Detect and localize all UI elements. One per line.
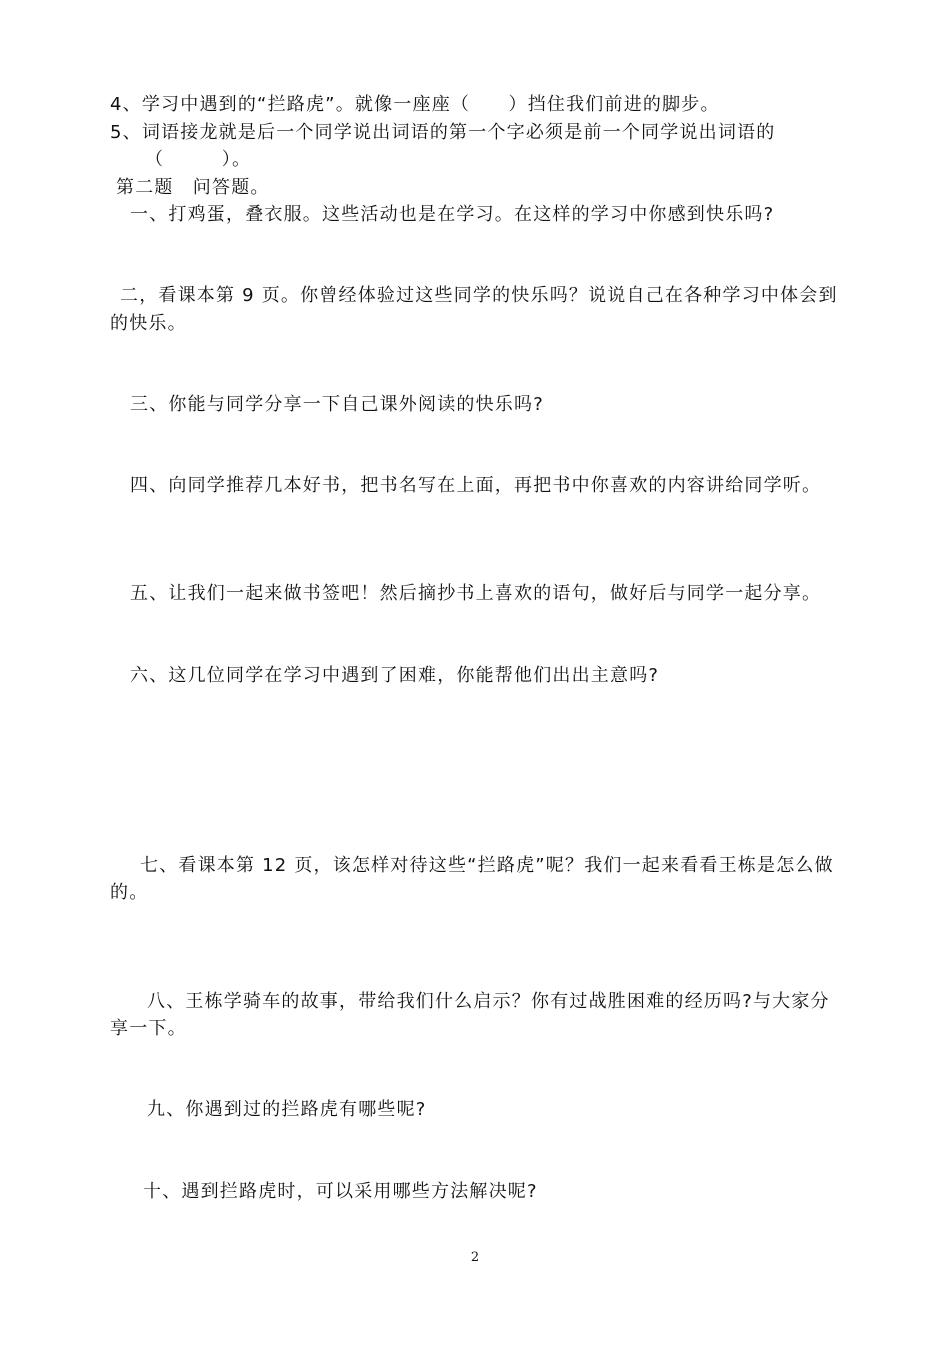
question-7-line-2: 的。 (110, 882, 149, 903)
question-5: 五、让我们一起来做书签吧！然后摘抄书上喜欢的语句，做好后与同学一起分享。 (130, 583, 822, 604)
question-10: 十、遇到拦路虎时，可以采用哪些方法解决呢? (143, 1181, 538, 1202)
question-1: 一、打鸡蛋，叠衣服。这些活动也是在学习。在这样的学习中你感到快乐吗? (130, 204, 775, 225)
section-2-title: 第二题 问答题。 (116, 177, 270, 198)
question-6: 六、这几位同学在学习中遇到了困难，你能帮他们出出主意吗? (130, 665, 660, 686)
question-8-line-1: 八、王栋学骑车的故事，带给我们什么启示？你有过战胜困难的经历吗?与大家分 (147, 991, 830, 1012)
question-2-line-1: 二，看课本第 9 页。你曾经体验过这些同学的快乐吗？说说自己在各种学习中体会到 (120, 285, 838, 306)
question-3: 三、你能与同学分享一下自己课外阅读的快乐吗? (130, 394, 544, 415)
fill-in-item-5-line-1: 5、词语接龙就是后一个同学说出词语的第一个字必须是前一个同学说出词语的 (110, 122, 776, 143)
question-9: 九、你遇到过的拦路虎有哪些呢? (147, 1099, 427, 1120)
question-2-line-2: 的快乐。 (110, 313, 187, 334)
fill-in-item-4: 4、学习中遇到的“拦路虎”。就像一座座（ ）挡住我们前进的脚步。 (110, 94, 720, 115)
question-4: 四、向同学推荐几本好书，把书名写在上面，再把书中你喜欢的内容讲给同学听。 (130, 475, 822, 496)
question-8-line-2: 享一下。 (110, 1018, 187, 1039)
page-number: 2 (470, 1250, 480, 1265)
question-7-line-1: 七、看课本第 12 页，该怎样对待这些“拦路虎”呢？我们一起来看看王栋是怎么做 (140, 855, 834, 876)
fill-in-item-5-line-2: （ ）。 (145, 149, 252, 170)
